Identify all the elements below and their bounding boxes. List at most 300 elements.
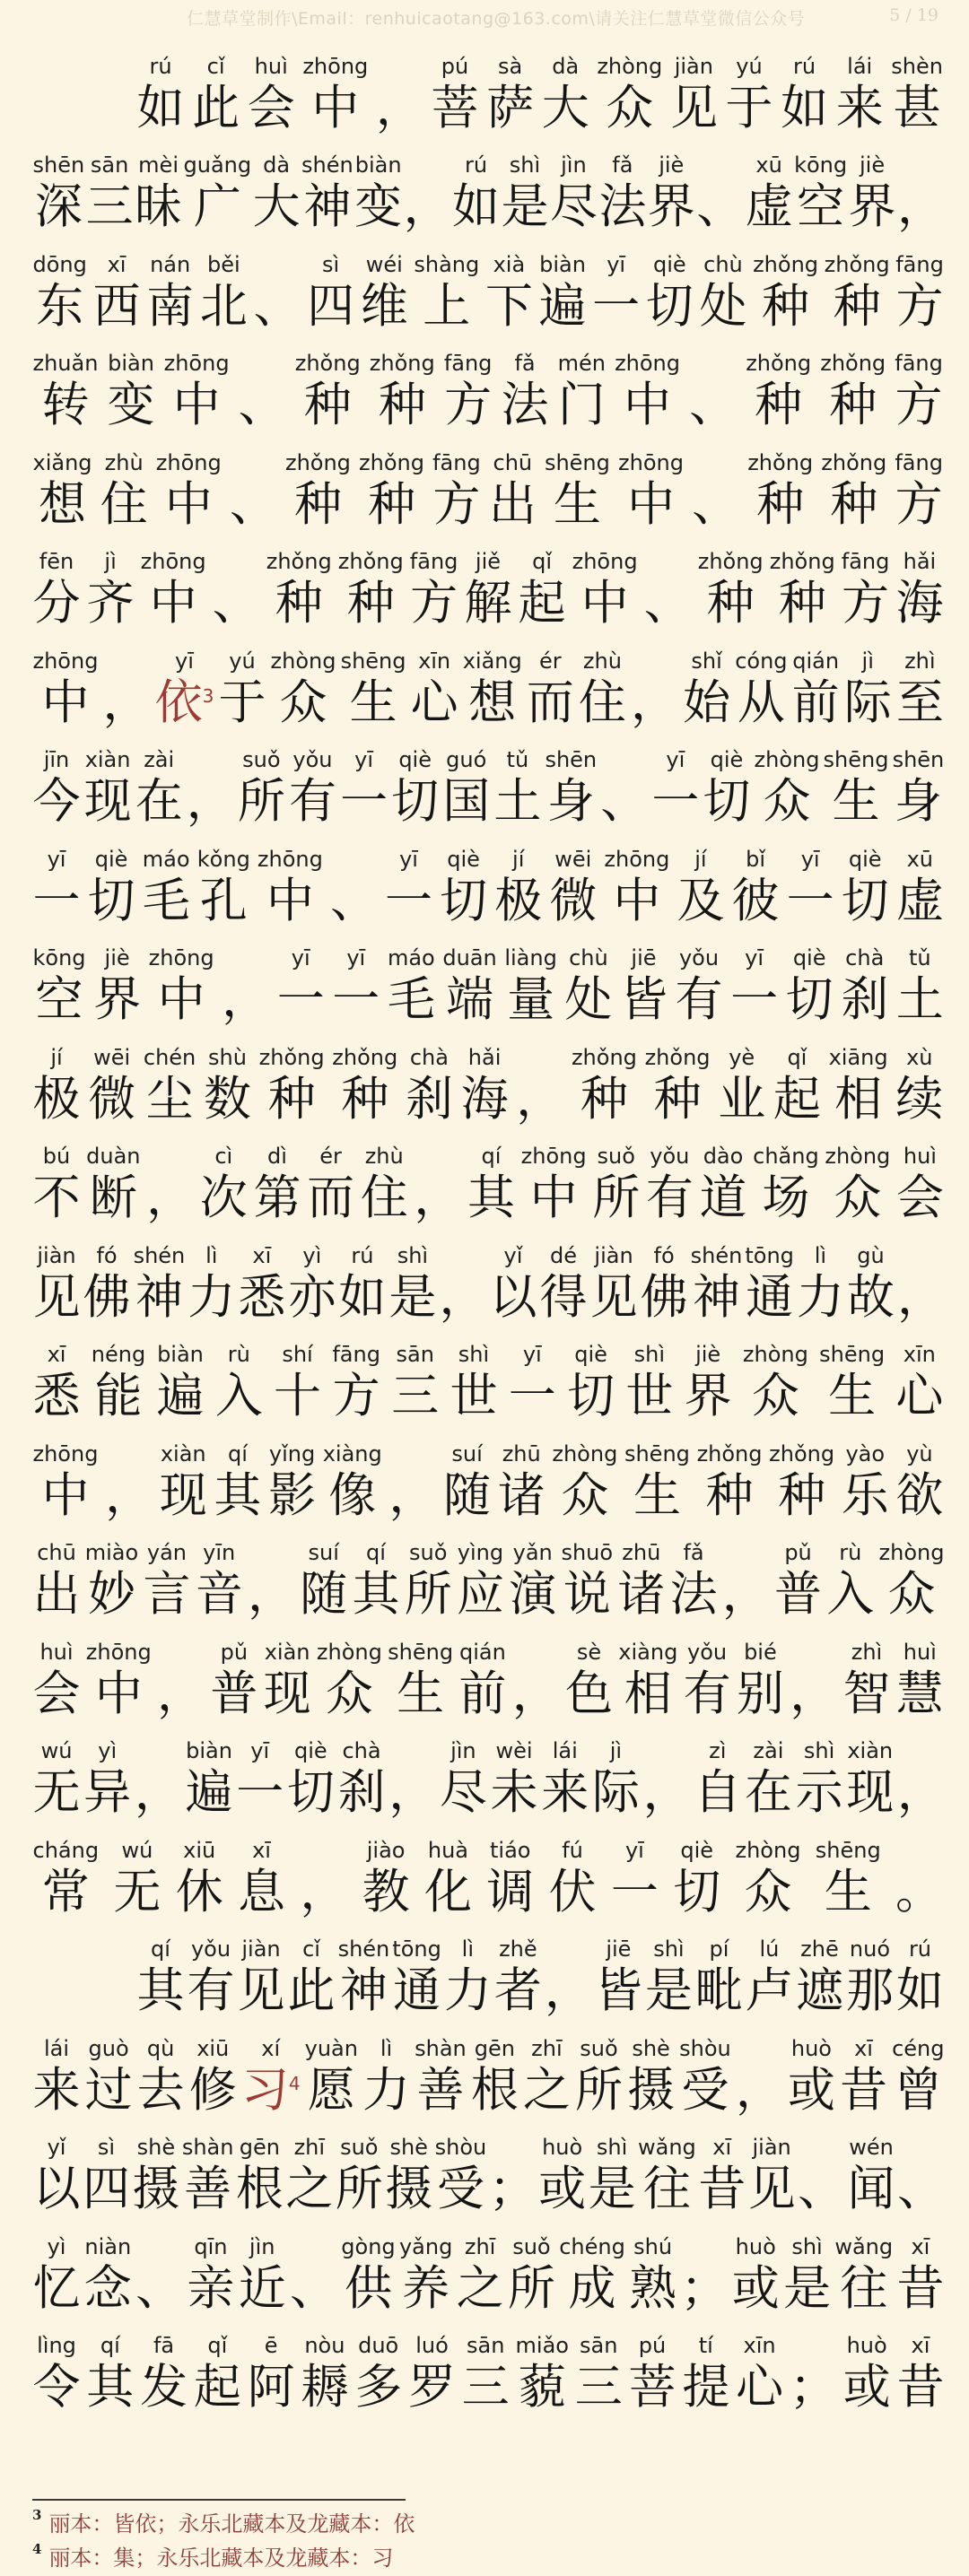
pinyin: lì: [461, 1936, 475, 1962]
pinyin: zhòng: [754, 747, 820, 772]
character: [829, 1044, 888, 1130]
pinyin: nòu: [304, 2333, 345, 2358]
pinyin: jí: [50, 1044, 63, 1070]
hanzi: 或: [731, 2260, 780, 2316]
character: [590, 1242, 638, 1328]
hanzi: 众: [751, 1369, 799, 1423]
pinyin: yú: [736, 53, 763, 79]
pinyin: shēn: [892, 747, 945, 772]
hanzi: ，: [516, 1071, 564, 1127]
pinyin: zhōng: [32, 648, 99, 674]
hanzi: 受: [681, 2062, 729, 2118]
pinyin: lì: [814, 1242, 827, 1268]
hanzi: 种: [580, 1071, 628, 1127]
pinyin: zhōng: [520, 1144, 587, 1169]
character: [338, 1936, 390, 2022]
hanzi: 世: [450, 1369, 498, 1423]
character: [893, 746, 945, 832]
hanzi: 道: [699, 1171, 747, 1225]
pinyin: běi: [206, 251, 240, 277]
character: [258, 846, 323, 932]
pinyin: biàn: [354, 152, 402, 178]
hanzi: 摄: [627, 2062, 676, 2118]
pinyin: shuō: [561, 1540, 614, 1565]
hanzi: 身: [894, 774, 942, 829]
hanzi: 际: [591, 1765, 640, 1820]
character: [840, 2035, 887, 2121]
character: [33, 1143, 81, 1229]
hanzi: 相: [624, 1666, 672, 1721]
hanzi: 所: [575, 2062, 623, 2118]
pinyin: sì: [97, 2135, 116, 2160]
footnote-number: 4: [32, 2541, 42, 2557]
character: [33, 2134, 81, 2220]
hanzi: 遍: [185, 1765, 233, 1820]
hanzi: 种: [341, 1071, 389, 1127]
pinyin: zhōng: [604, 846, 670, 872]
hanzi: ，: [146, 1171, 195, 1225]
character: [236, 2134, 284, 2220]
character: [683, 648, 730, 734]
pinyin: zhǒng: [753, 251, 819, 277]
punctuation: [897, 1242, 945, 1328]
pinyin: fāng: [841, 549, 890, 574]
hanzi: 维: [360, 278, 408, 334]
pinyin: qiè: [447, 846, 480, 872]
character: [86, 152, 134, 238]
pinyin: fāng: [332, 1342, 380, 1367]
character: [486, 1837, 534, 1923]
pinyin: shēng: [819, 1342, 886, 1367]
pinyin: zhǒng: [284, 449, 351, 475]
character: [673, 1837, 720, 1923]
character: [847, 1242, 895, 1328]
pinyin: zhǒng: [821, 449, 887, 475]
hanzi: 多: [354, 2360, 403, 2415]
pinyin: [310, 2233, 318, 2260]
hanzi: 始: [683, 674, 731, 730]
character: [239, 2233, 286, 2319]
pinyin: suǒ: [340, 2135, 379, 2160]
character: [33, 1044, 81, 1130]
pinyin: zhōng: [155, 449, 222, 475]
character: [745, 1737, 792, 1823]
punctuation: [388, 1737, 436, 1823]
hanzi: ，: [300, 1864, 348, 1919]
hanzi: 近: [238, 2260, 286, 2316]
pinyin: chǎng: [753, 1144, 819, 1169]
hanzi: 忆: [32, 2260, 81, 2316]
character: [274, 1341, 321, 1427]
pinyin: mén: [557, 351, 606, 376]
hanzi: 在: [744, 1765, 792, 1820]
hanzi: 通: [746, 1269, 794, 1325]
hanzi: 悉: [238, 1269, 286, 1325]
pinyin: zhǒng: [266, 549, 332, 574]
hanzi: ，: [642, 1765, 691, 1820]
hanzi: 所: [404, 1567, 452, 1622]
pinyin: zhī: [464, 2233, 496, 2259]
pinyin: zhōng: [32, 1440, 99, 1466]
character: [748, 2134, 796, 2220]
pinyin: xīn: [418, 648, 451, 674]
pinyin: [250, 449, 258, 476]
character: [285, 449, 351, 535]
character: [93, 944, 141, 1031]
pinyin: [167, 1143, 174, 1170]
pinyin: qí: [481, 1144, 502, 1169]
character: [773, 1044, 821, 1130]
pinyin: tōng: [745, 1242, 794, 1268]
hanzi: 生: [633, 1467, 681, 1523]
pinyin: huò: [846, 2333, 887, 2358]
hanzi: 、: [329, 873, 378, 928]
character: [238, 1242, 285, 1328]
hanzi: 现: [263, 1666, 311, 1721]
pinyin: zhǒng: [332, 1044, 398, 1070]
pinyin: luó: [415, 2333, 449, 2358]
character: [797, 1242, 844, 1328]
pinyin: xí: [261, 2035, 281, 2061]
pinyin: yǐ: [47, 2135, 66, 2160]
pinyin: xiàn: [84, 747, 131, 772]
character: [615, 350, 680, 436]
character: [241, 2035, 301, 2121]
punctuation: [600, 746, 648, 832]
pinyin: gēn: [239, 2135, 280, 2160]
punctuation: [489, 2134, 537, 2220]
pinyin: yī: [522, 1342, 542, 1367]
hanzi: 力: [796, 1269, 844, 1325]
pinyin: zài: [753, 1738, 784, 1763]
pinyin: suǒ: [408, 1540, 448, 1565]
pinyin: kōng: [32, 945, 86, 970]
pinyin: shàng: [414, 251, 480, 277]
pinyin: suǒ: [597, 1144, 635, 1169]
hanzi: 断: [89, 1171, 137, 1225]
character: [458, 1639, 506, 1725]
hanzi: 通: [393, 1963, 441, 2018]
hanzi: ，: [896, 1765, 945, 1820]
pinyin: xiāng: [828, 1044, 888, 1070]
character: [670, 1539, 718, 1625]
hanzi: 普: [774, 1567, 823, 1622]
pinyin: sān: [396, 1342, 434, 1367]
pinyin: niàn: [84, 2233, 132, 2259]
pinyin: zhǒng: [696, 1440, 763, 1466]
character: [266, 548, 332, 634]
punctuation: [146, 1143, 194, 1229]
punctuation: [135, 2233, 183, 2319]
hanzi: ，: [388, 1765, 437, 1820]
character: [399, 2233, 452, 2319]
pinyin: zhǒng: [337, 549, 404, 574]
punctuation: [388, 1440, 436, 1527]
character: [825, 1143, 890, 1229]
pinyin: liàng: [504, 945, 557, 970]
character: [509, 1341, 556, 1427]
hanzi: 毛: [142, 873, 190, 928]
character: [539, 251, 587, 337]
character: [575, 2035, 623, 2121]
character: [691, 1242, 743, 1328]
pinyin: cì: [214, 1144, 233, 1169]
hanzi: 中: [164, 476, 213, 532]
hanzi: 尘: [145, 1071, 194, 1127]
pinyin: qù: [146, 2035, 175, 2061]
pinyin: xiǎng: [32, 449, 92, 475]
hanzi: 起: [773, 1071, 821, 1127]
pinyin: biàn: [539, 251, 586, 277]
hanzi: 之: [456, 2260, 504, 2316]
pinyin: pú: [441, 53, 469, 79]
pinyin: huò: [735, 2233, 776, 2259]
footnote-ref: 4: [288, 2072, 301, 2094]
character: [194, 2332, 241, 2418]
character: [699, 251, 746, 337]
hanzi: 、: [229, 476, 277, 532]
hanzi: 一: [332, 972, 380, 1027]
pinyin: tí: [698, 2333, 713, 2358]
hanzi: 齐: [86, 576, 135, 631]
character: [332, 1341, 380, 1427]
character: [781, 53, 828, 139]
hanzi: 昔: [896, 2360, 945, 2415]
hanzi: 遍: [538, 278, 587, 334]
hanzi: 慧: [895, 1666, 944, 1721]
character: [718, 1044, 765, 1130]
pinyin: zhòng: [742, 1342, 808, 1367]
hanzi: 现: [846, 1765, 895, 1820]
hanzi: ，: [414, 1171, 462, 1225]
footnote-text: 丽本：集；永乐北藏本及龙藏本：习: [48, 2545, 394, 2571]
text-line: [32, 1130, 944, 1230]
hanzi: 。: [895, 1864, 943, 1919]
character: [440, 846, 487, 932]
character: [498, 1440, 546, 1527]
hanzi: 生: [832, 774, 880, 829]
hanzi: 之: [285, 2162, 334, 2216]
hanzi: 是: [588, 2162, 636, 2216]
hanzi: 如: [338, 1269, 387, 1325]
hanzi: 示: [795, 1765, 843, 1820]
character: [155, 648, 214, 734]
hanzi: 种: [762, 278, 810, 334]
hanzi: 一: [730, 972, 779, 1027]
hanzi: 来: [32, 2062, 81, 2118]
character: [164, 350, 230, 436]
character: [504, 944, 557, 1031]
pinyin: yī: [607, 251, 626, 277]
text-line: [32, 932, 944, 1031]
pinyin: zhē: [800, 1936, 839, 1962]
hanzi: 成: [568, 2260, 616, 2316]
hanzi: 随: [443, 1467, 492, 1523]
pinyin: [156, 2233, 163, 2260]
pinyin: fā: [153, 2333, 175, 2358]
hanzi: 生: [824, 1864, 872, 1919]
hanzi: 来: [835, 80, 884, 135]
pinyin: shén: [301, 152, 354, 178]
hanzi: 中: [529, 1171, 578, 1225]
hanzi: 息: [238, 1864, 285, 1919]
hanzi: 三: [574, 2360, 623, 2415]
hanzi: 端: [446, 972, 494, 1027]
hanzi: 国: [442, 774, 491, 829]
pinyin: huì: [903, 1144, 937, 1169]
pinyin: zhòng: [552, 1440, 618, 1466]
pinyin: dà: [552, 53, 580, 79]
character: [33, 1440, 99, 1527]
character: [388, 1639, 453, 1725]
pinyin: nuó: [849, 1936, 891, 1962]
pinyin: shàn: [181, 2135, 234, 2160]
pinyin: zhù: [104, 449, 144, 475]
footnote-divider: [32, 2499, 406, 2501]
character: [332, 1044, 397, 1130]
hanzi: 色: [564, 1666, 613, 1721]
character: [188, 1936, 235, 2022]
pinyin: xī: [47, 1342, 66, 1367]
character: [629, 2332, 677, 2418]
pinyin: mèi: [138, 152, 179, 178]
hanzi: 见: [589, 1269, 638, 1325]
hanzi: 随: [300, 1567, 348, 1622]
hanzi: 、: [689, 378, 738, 432]
pinyin: máo: [142, 846, 190, 872]
character: [192, 53, 240, 139]
pinyin: yī: [346, 945, 366, 970]
character: [415, 2035, 467, 2121]
character: [33, 152, 85, 238]
hanzi: 心: [736, 2360, 784, 2415]
pinyin: miǎo: [515, 2333, 569, 2358]
hanzi: ，: [403, 179, 451, 234]
pinyin: [916, 1837, 923, 1864]
character: [33, 548, 81, 634]
pinyin: qiè: [710, 747, 744, 772]
pinyin: xī: [252, 1242, 272, 1268]
pinyin: pǔ: [220, 1639, 249, 1665]
character: [461, 1044, 509, 1130]
pinyin: shì: [633, 1342, 666, 1367]
hanzi: 尽: [439, 1765, 487, 1820]
hanzi: 音: [195, 1567, 243, 1622]
character: [788, 2035, 835, 2121]
pinyin: jiè: [695, 1342, 721, 1367]
hanzi: ，: [134, 1765, 182, 1820]
character: [508, 2233, 555, 2319]
hanzi: 一: [651, 774, 700, 829]
pinyin: tōng: [392, 1936, 441, 1962]
hanzi: 住: [578, 674, 626, 730]
hanzi: 方: [432, 476, 481, 532]
hanzi: 大: [541, 80, 589, 135]
pinyin: duō: [358, 2333, 399, 2358]
character: [361, 1143, 408, 1229]
page-number: 5 / 19: [889, 5, 938, 25]
pinyin: shén: [133, 1242, 186, 1268]
pinyin: zhǒng: [769, 1440, 835, 1466]
hanzi: 欲: [895, 1467, 944, 1523]
text-line: [32, 1725, 945, 1824]
pinyin: [742, 1539, 749, 1566]
hanzi: 海: [460, 1071, 509, 1127]
character: [824, 746, 889, 832]
pinyin: rù: [227, 1342, 250, 1367]
hanzi: 摄: [385, 2162, 433, 2216]
hanzi: 切: [785, 972, 834, 1027]
pinyin: xiàn: [264, 1639, 310, 1665]
hanzi: ，: [544, 1963, 592, 2018]
punctuation: [790, 1639, 837, 1725]
character: [414, 251, 479, 337]
hanzi: 变: [354, 179, 403, 234]
hanzi: 以: [32, 2162, 81, 2216]
character: [140, 2332, 188, 2418]
pinyin: yī: [800, 846, 820, 872]
pinyin: yī: [47, 846, 66, 872]
character: [745, 1242, 794, 1328]
text-line: [32, 832, 944, 932]
character: [879, 1539, 945, 1625]
character: [354, 152, 402, 238]
hanzi: ，: [388, 1467, 437, 1523]
character: [248, 2332, 295, 2418]
pinyin: bǐ: [746, 846, 765, 872]
character: [848, 2134, 895, 2220]
hanzi: 一: [32, 873, 81, 928]
pinyin: zài: [144, 747, 175, 772]
hanzi: 一: [508, 1369, 556, 1423]
pinyin: qiè: [848, 846, 882, 872]
hanzi: 悉: [32, 1369, 81, 1423]
hanzi: 界: [93, 972, 142, 1027]
hanzi: 中: [624, 378, 672, 432]
pinyin: zhǒng: [746, 351, 812, 376]
pinyin: suǒ: [512, 2233, 551, 2259]
character: [135, 746, 183, 832]
punctuation: [239, 350, 286, 436]
hanzi: 化: [423, 1864, 472, 1919]
hanzi: 亦: [288, 1269, 336, 1325]
character: [288, 1242, 336, 1328]
hanzi: 、: [896, 2162, 945, 2216]
character: [494, 846, 542, 932]
hanzi: ，: [105, 1467, 153, 1523]
hanzi: ，: [186, 774, 234, 829]
pinyin: [712, 449, 720, 476]
pinyin: [810, 2332, 817, 2359]
pinyin: [206, 746, 214, 773]
character: [595, 1936, 642, 2022]
character: [253, 1143, 301, 1229]
pinyin: qián: [458, 1639, 506, 1665]
pinyin: ē: [264, 2333, 278, 2358]
character: [849, 152, 896, 238]
hanzi: 方: [410, 576, 458, 631]
character: [896, 1143, 944, 1229]
character: [385, 846, 432, 932]
character: [629, 2233, 677, 2319]
character: [698, 2134, 746, 2220]
hanzi: 善: [416, 2062, 465, 2118]
character: [485, 251, 533, 337]
character: [83, 1737, 131, 1823]
pinyin: yī: [399, 846, 418, 872]
character: [323, 1440, 382, 1527]
character: [746, 1936, 793, 2022]
